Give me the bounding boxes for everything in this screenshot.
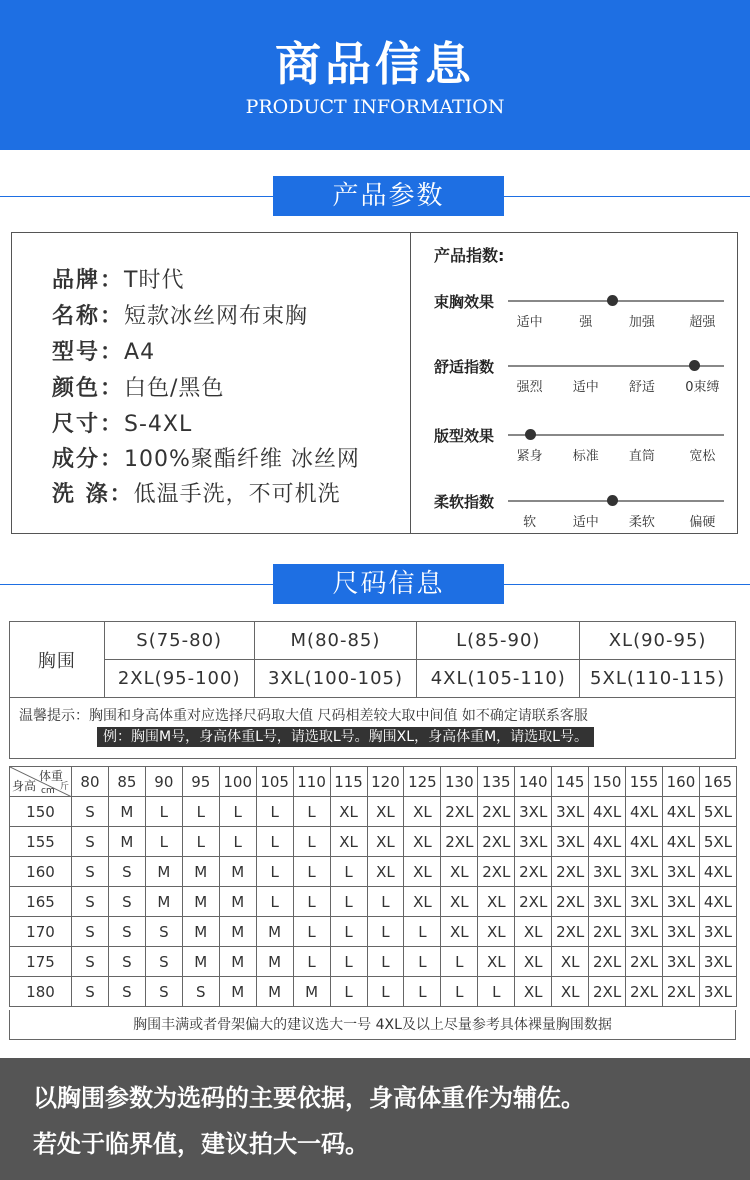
index-tick-label: 柔软	[628, 515, 655, 530]
size-grid-corner	[10, 767, 72, 797]
size-cell: L	[478, 977, 515, 1007]
index-tick-label: 强烈	[516, 380, 543, 395]
size-cell: 5XL	[699, 797, 736, 827]
weight-header-cell: 140	[515, 767, 552, 797]
size-cell: XL	[552, 947, 589, 977]
size-cell: L	[145, 827, 182, 857]
size-cell: M	[145, 857, 182, 887]
size-cell: L	[330, 887, 367, 917]
size-cell: 3XL	[515, 827, 552, 857]
size-cell: 3XL	[589, 887, 626, 917]
size-cell: M	[219, 857, 256, 887]
size-cell: S	[108, 887, 145, 917]
size-cell: XL	[367, 797, 404, 827]
index-tick-label: 标准	[572, 449, 599, 464]
header-banner	[0, 0, 750, 150]
size-cell: 3XL	[699, 977, 736, 1007]
size-cell: XL	[404, 887, 441, 917]
corner-weight-label: 体重	[38, 769, 63, 783]
size-cell: 2XL	[663, 977, 700, 1007]
size-cell: L	[145, 797, 182, 827]
spec-key: 洗 涤：	[52, 482, 134, 507]
size-cell: L	[219, 827, 256, 857]
bust-size-cell: M(80-85)	[254, 622, 417, 660]
size-cell: 2XL	[589, 977, 626, 1007]
size-cell: 3XL	[663, 887, 700, 917]
size-cell: M	[182, 917, 219, 947]
index-level-dot	[689, 360, 700, 371]
size-cell: 3XL	[589, 857, 626, 887]
size-cell: S	[182, 977, 219, 1007]
size-cell: S	[72, 797, 109, 827]
size-cell: XL	[441, 917, 478, 947]
bust-size-cell: XL(90-95)	[580, 622, 736, 660]
bust-label: 胸围	[10, 622, 105, 698]
size-cell: 3XL	[663, 917, 700, 947]
spec-key: 颜色：	[52, 376, 125, 401]
weight-header-cell: 160	[663, 767, 700, 797]
weight-header-cell: 165	[699, 767, 736, 797]
spec-key: 尺寸：	[52, 412, 125, 437]
index-level-dot	[607, 295, 618, 306]
size-cell: L	[367, 917, 404, 947]
size-cell: XL	[515, 947, 552, 977]
size-cell: 2XL	[478, 797, 515, 827]
size-cell: 3XL	[699, 917, 736, 947]
spec-name	[52, 299, 308, 330]
spec-material	[52, 442, 360, 473]
weight-header-cell: 125	[404, 767, 441, 797]
size-cell: L	[404, 977, 441, 1007]
spec-key: 名称：	[52, 304, 125, 329]
size-cell: S	[108, 977, 145, 1007]
params-box	[11, 232, 738, 534]
index-track	[508, 434, 724, 436]
size-footnote: 胸围丰满或者骨架偏大的建议选大一号 4XL及以上尽量参考具体裸量胸围数据	[9, 1010, 736, 1040]
size-cell: 2XL	[478, 827, 515, 857]
size-cell: L	[293, 797, 330, 827]
size-cell: S	[108, 947, 145, 977]
weight-header-cell: 155	[626, 767, 663, 797]
index-tick-label: 加强	[628, 315, 655, 330]
size-cell: 3XL	[663, 857, 700, 887]
index-name: 柔软指数	[434, 493, 495, 511]
size-cell: S	[72, 977, 109, 1007]
size-cell: 2XL	[589, 947, 626, 977]
product-index-title: 产品指数:	[434, 246, 505, 265]
size-cell: XL	[404, 857, 441, 887]
size-cell: 3XL	[663, 947, 700, 977]
size-cell: 2XL	[441, 797, 478, 827]
spec-value: S-4XL	[124, 412, 193, 437]
size-cell: L	[256, 887, 293, 917]
size-cell: 4XL	[626, 797, 663, 827]
size-cell: M	[145, 887, 182, 917]
size-cell: 2XL	[552, 887, 589, 917]
size-cell: S	[72, 887, 109, 917]
size-cell: S	[145, 947, 182, 977]
params-divider	[410, 233, 411, 533]
index-tick-label: 偏硬	[689, 515, 716, 530]
weight-header-cell: 90	[145, 767, 182, 797]
weight-header-cell: 115	[330, 767, 367, 797]
spec-size	[52, 407, 192, 438]
bust-size-cell: 5XL(110-115)	[580, 660, 736, 698]
section-title-params: 产品参数	[273, 176, 504, 216]
bust-size-table-wrap	[9, 621, 736, 698]
size-grid-row	[10, 857, 737, 887]
size-cell: M	[182, 887, 219, 917]
corner-height-unit: cm	[41, 786, 55, 796]
height-cell: 150	[10, 797, 72, 827]
bust-size-cell: 2XL(95-100)	[104, 660, 254, 698]
index-tick-label: 0束缚	[685, 380, 720, 395]
weight-header-cell: 120	[367, 767, 404, 797]
size-cell: L	[367, 887, 404, 917]
size-cell: 4XL	[663, 827, 700, 857]
spec-model	[52, 335, 155, 366]
index-name: 束胸效果	[434, 293, 495, 311]
size-cell: 2XL	[478, 857, 515, 887]
size-cell: 3XL	[626, 917, 663, 947]
size-cell: 2XL	[626, 977, 663, 1007]
size-cell: 2XL	[589, 917, 626, 947]
weight-header-cell: 85	[108, 767, 145, 797]
weight-header-cell: 150	[589, 767, 626, 797]
size-cell: S	[108, 917, 145, 947]
spec-value: 低温手洗，不可机洗	[133, 482, 341, 507]
weight-header-cell: 105	[256, 767, 293, 797]
size-cell: 2XL	[552, 857, 589, 887]
bottom-notice-line-2: 若处于临界值，建议拍大一码。	[33, 1130, 369, 1158]
spec-value: T时代	[124, 268, 185, 293]
size-cell: L	[256, 827, 293, 857]
size-cell: L	[293, 947, 330, 977]
size-cell: L	[367, 977, 404, 1007]
size-grid-row	[10, 827, 737, 857]
tips-box	[9, 697, 736, 759]
weight-header-cell: 135	[478, 767, 515, 797]
weight-header-cell: 95	[182, 767, 219, 797]
size-cell: M	[108, 797, 145, 827]
size-cell: XL	[330, 797, 367, 827]
size-cell: XL	[441, 857, 478, 887]
size-grid-row	[10, 917, 737, 947]
size-cell: XL	[330, 827, 367, 857]
size-cell: L	[293, 887, 330, 917]
size-cell: 2XL	[626, 947, 663, 977]
size-cell: 4XL	[589, 797, 626, 827]
size-grid-header-row	[10, 767, 737, 797]
section-bar-size	[0, 564, 750, 604]
spec-color	[52, 371, 224, 402]
bust-size-table	[9, 621, 736, 698]
size-cell: S	[72, 947, 109, 977]
height-cell: 170	[10, 917, 72, 947]
page-subtitle: PRODUCT INFORMATION	[245, 96, 505, 118]
bust-size-cell: S(75-80)	[104, 622, 254, 660]
weight-header-cell: 80	[72, 767, 109, 797]
section-title-size: 尺码信息	[273, 564, 504, 604]
size-cell: XL	[478, 917, 515, 947]
size-cell: L	[404, 947, 441, 977]
spec-value: 短款冰丝网布束胸	[124, 304, 309, 329]
size-cell: M	[256, 977, 293, 1007]
size-cell: M	[293, 977, 330, 1007]
index-compression	[434, 291, 724, 341]
size-cell: 3XL	[626, 887, 663, 917]
index-tick-label: 强	[579, 315, 593, 330]
bust-size-cell: 4XL(105-110)	[417, 660, 580, 698]
index-tick-label: 紧身	[516, 449, 543, 464]
size-cell: L	[330, 917, 367, 947]
size-cell: L	[330, 977, 367, 1007]
spec-wash	[52, 477, 341, 508]
height-cell: 155	[10, 827, 72, 857]
size-cell: M	[219, 947, 256, 977]
index-tick-label: 适中	[572, 380, 599, 395]
height-cell: 180	[10, 977, 72, 1007]
index-name: 版型效果	[434, 427, 495, 445]
size-cell: L	[293, 917, 330, 947]
size-cell: XL	[552, 977, 589, 1007]
index-softness	[434, 491, 724, 541]
size-cell: M	[219, 887, 256, 917]
size-cell: XL	[441, 887, 478, 917]
size-cell: XL	[478, 947, 515, 977]
size-cell: L	[293, 827, 330, 857]
corner-height-label: 身高	[12, 779, 37, 793]
size-cell: M	[182, 947, 219, 977]
weight-header-cell: 100	[219, 767, 256, 797]
size-cell: 3XL	[552, 797, 589, 827]
size-cell: M	[108, 827, 145, 857]
size-cell: 2XL	[515, 887, 552, 917]
size-cell: L	[367, 947, 404, 977]
bust-size-cell: 3XL(100-105)	[254, 660, 417, 698]
size-cell: M	[219, 917, 256, 947]
size-cell: 4XL	[699, 887, 736, 917]
size-cell: S	[145, 917, 182, 947]
bust-size-cell: L(85-90)	[417, 622, 580, 660]
size-cell: 3XL	[552, 827, 589, 857]
size-cell: L	[256, 857, 293, 887]
size-cell: 4XL	[663, 797, 700, 827]
size-cell: L	[330, 857, 367, 887]
page-title: 商品信息	[275, 37, 475, 91]
size-cell: S	[108, 857, 145, 887]
size-cell: M	[219, 977, 256, 1007]
size-cell: L	[293, 857, 330, 887]
size-cell: L	[256, 797, 293, 827]
size-cell: S	[72, 827, 109, 857]
weight-header-cell: 130	[441, 767, 478, 797]
spec-value: 100%聚酯纤维 冰丝网	[124, 447, 360, 472]
size-cell: 3XL	[626, 857, 663, 887]
height-cell: 165	[10, 887, 72, 917]
size-cell: L	[330, 947, 367, 977]
size-cell: 2XL	[515, 857, 552, 887]
size-cell: L	[441, 947, 478, 977]
spec-key: 品牌：	[52, 268, 125, 293]
weight-header-cell: 145	[552, 767, 589, 797]
size-grid	[9, 766, 737, 1007]
index-comfort	[434, 356, 724, 406]
tips-line-1: 温馨提示：胸围和身高体重对应选择尺码取大值 尺码相差较大取中间值 如不确定请联系客服	[19, 708, 588, 724]
size-cell: XL	[515, 977, 552, 1007]
size-cell: S	[72, 857, 109, 887]
size-cell: XL	[404, 827, 441, 857]
size-cell: L	[219, 797, 256, 827]
size-grid-row	[10, 797, 737, 827]
bottom-notice-line-1: 以胸围参数为选码的主要依据，身高体重作为辅佐。	[33, 1084, 585, 1112]
spec-key: 型号：	[52, 340, 125, 365]
index-tick-label: 超强	[689, 315, 716, 330]
size-cell: XL	[367, 857, 404, 887]
index-tick-label: 舒适	[628, 380, 655, 395]
index-name: 舒适指数	[434, 358, 495, 376]
spec-value: 白色/黑色	[124, 376, 225, 401]
spec-key: 成分：	[52, 447, 125, 472]
size-cell: 2XL	[441, 827, 478, 857]
size-grid-row	[10, 887, 737, 917]
height-cell: 175	[10, 947, 72, 977]
spec-brand	[52, 263, 184, 294]
size-cell: M	[182, 857, 219, 887]
tips-example: 例：胸围M号，身高体重L号，请选取L号。胸围XL，身高体重M，请选取L号。	[97, 727, 594, 747]
index-tick-label: 适中	[572, 515, 599, 530]
size-cell: XL	[404, 797, 441, 827]
weight-header-cell: 110	[293, 767, 330, 797]
spec-value: A4	[124, 340, 156, 365]
size-grid-row	[10, 947, 737, 977]
size-cell: L	[182, 797, 219, 827]
index-tick-label: 宽松	[689, 449, 716, 464]
size-cell: L	[182, 827, 219, 857]
size-cell: M	[256, 917, 293, 947]
index-level-dot	[525, 429, 536, 440]
size-cell: 3XL	[515, 797, 552, 827]
index-tick-label: 软	[523, 515, 537, 530]
size-cell: L	[441, 977, 478, 1007]
size-cell: 4XL	[626, 827, 663, 857]
size-cell: 5XL	[699, 827, 736, 857]
size-cell: 4XL	[589, 827, 626, 857]
size-cell: XL	[515, 917, 552, 947]
size-cell: 4XL	[699, 857, 736, 887]
size-cell: 3XL	[699, 947, 736, 977]
size-cell: M	[256, 947, 293, 977]
size-cell: XL	[367, 827, 404, 857]
height-cell: 160	[10, 857, 72, 887]
size-cell: 2XL	[552, 917, 589, 947]
size-cell: L	[404, 917, 441, 947]
size-cell: S	[72, 917, 109, 947]
index-tick-label: 直筒	[628, 449, 655, 464]
corner-weight-unit: 斤	[59, 782, 69, 792]
section-bar-params	[0, 176, 750, 216]
bottom-notice	[0, 1058, 750, 1180]
size-grid-row	[10, 977, 737, 1007]
size-cell: XL	[478, 887, 515, 917]
index-fit	[434, 425, 724, 475]
index-tick-label: 适中	[516, 315, 543, 330]
size-cell: S	[145, 977, 182, 1007]
index-level-dot	[607, 495, 618, 506]
